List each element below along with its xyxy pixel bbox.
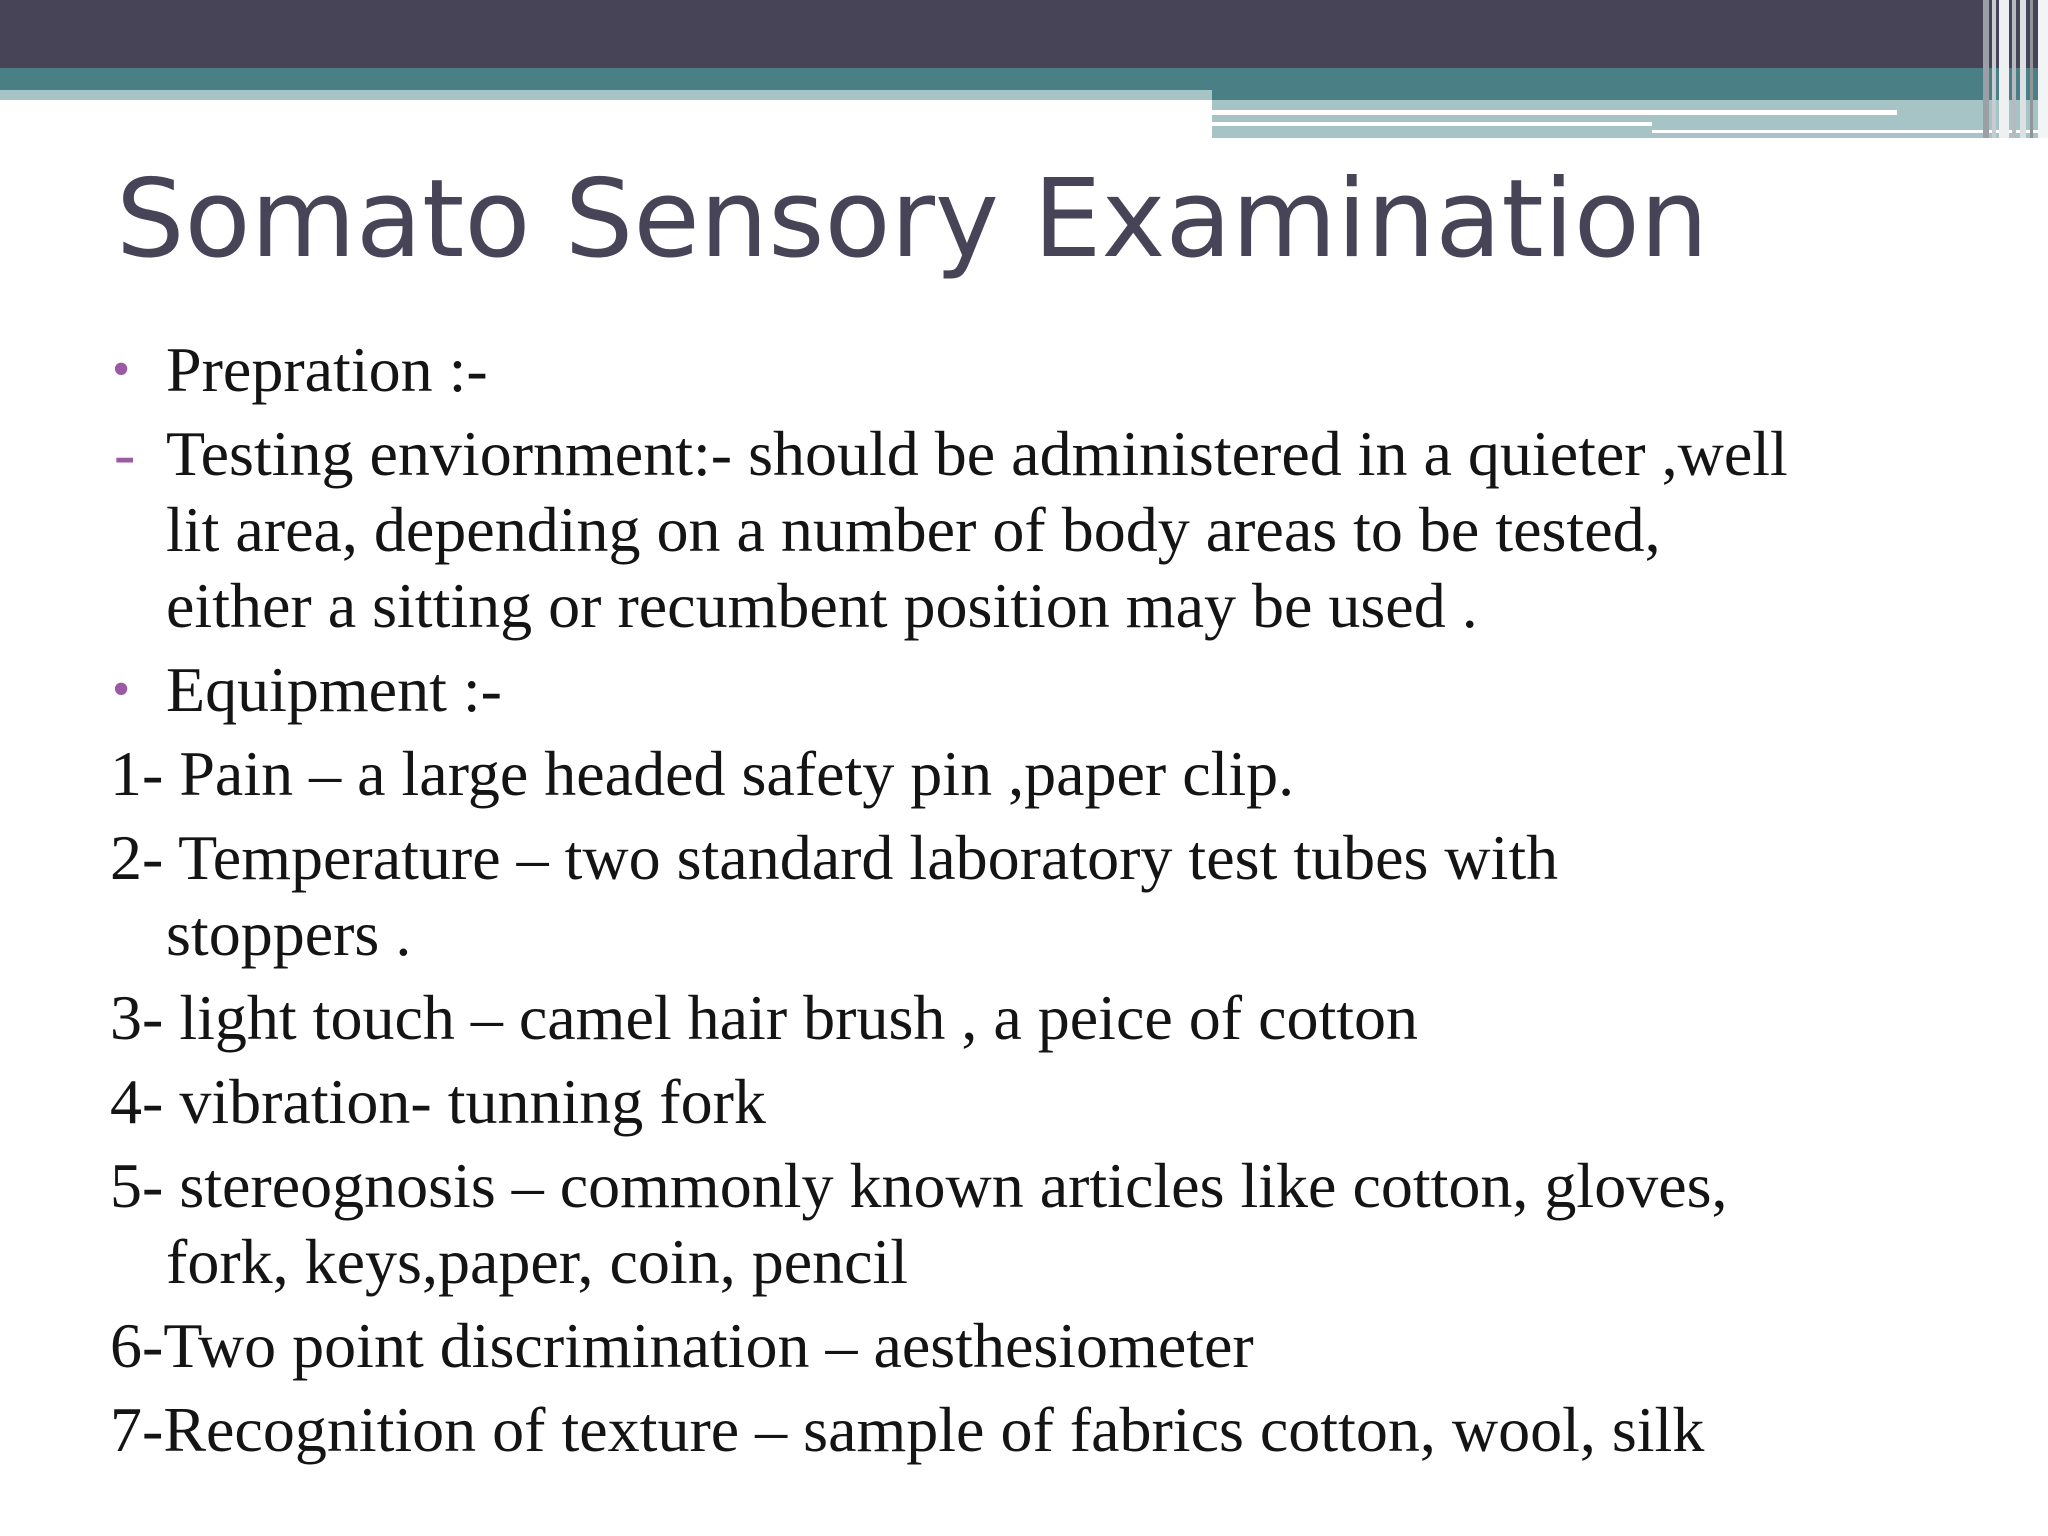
header-stripe [1983, 0, 1989, 138]
equipment-text-line: fork, keys,paper, coin, pencil [166, 1226, 909, 1297]
dash-text-line: lit area, depending on a number of body areas to be tested, [166, 494, 1661, 565]
bullet-item-equipment [110, 652, 1970, 728]
header-bar-teal [0, 68, 2048, 90]
header-stripe [2030, 0, 2033, 138]
equipment-text-line: stoppers . [166, 898, 412, 969]
header-stripe [1992, 0, 1996, 138]
equipment-item-light-touch [110, 980, 1970, 1056]
slide-title: Somato Sensory Examination [116, 157, 1709, 282]
equipment-item-stereognosis [110, 1148, 1970, 1300]
equipment-text-line: 3- light touch – camel hair brush , a peice of cotton [110, 982, 1419, 1053]
equipment-text-line: 1- Pain – a large headed safety pin ,paper clip. [110, 738, 1295, 809]
header-stripe [2012, 0, 2016, 138]
equipment-item-pain [110, 736, 1970, 812]
equipment-text-line: 2- Temperature – two standard laboratory test tubes with [110, 822, 1559, 893]
header-line-2 [1212, 122, 1652, 126]
dash-item-testing-environment [110, 416, 1970, 644]
header-stripe [2020, 0, 2026, 138]
header-stripe [1999, 0, 2009, 138]
equipment-item-vibration [110, 1064, 1970, 1140]
header-bar-teal-right [1212, 90, 2048, 100]
bullet-icon: • [112, 661, 131, 718]
dash-text-line: Testing enviornment:- should be administered in a quieter ,well [166, 418, 1788, 489]
bullet-text: Prepration :- [166, 334, 488, 405]
dash-icon: - [114, 418, 136, 489]
bullet-icon: • [112, 341, 131, 398]
equipment-item-texture [110, 1392, 1970, 1468]
equipment-text-line: 6-Two point discrimination – aesthesiometer [110, 1310, 1254, 1381]
equipment-text-line: 4- vibration- tunning fork [110, 1066, 766, 1137]
bullet-text: Equipment :- [166, 654, 502, 725]
header-bar-dark [0, 0, 2048, 68]
dash-text-line: either a sitting or recumbent position may be used . [166, 570, 1478, 641]
slide-body [110, 332, 1970, 1476]
bullet-item-preparation [110, 332, 1970, 408]
header-bar-light [0, 90, 1212, 100]
header-line-1 [1212, 110, 1897, 115]
equipment-text-line: 5- stereognosis – commonly known articles like cotton, gloves, [110, 1150, 1728, 1221]
equipment-item-two-point [110, 1308, 1970, 1384]
equipment-item-temperature [110, 820, 1970, 972]
equipment-text-line: 7-Recognition of texture – sample of fabrics cotton, wool, silk [110, 1394, 1705, 1465]
header-stripe [2038, 0, 2048, 138]
